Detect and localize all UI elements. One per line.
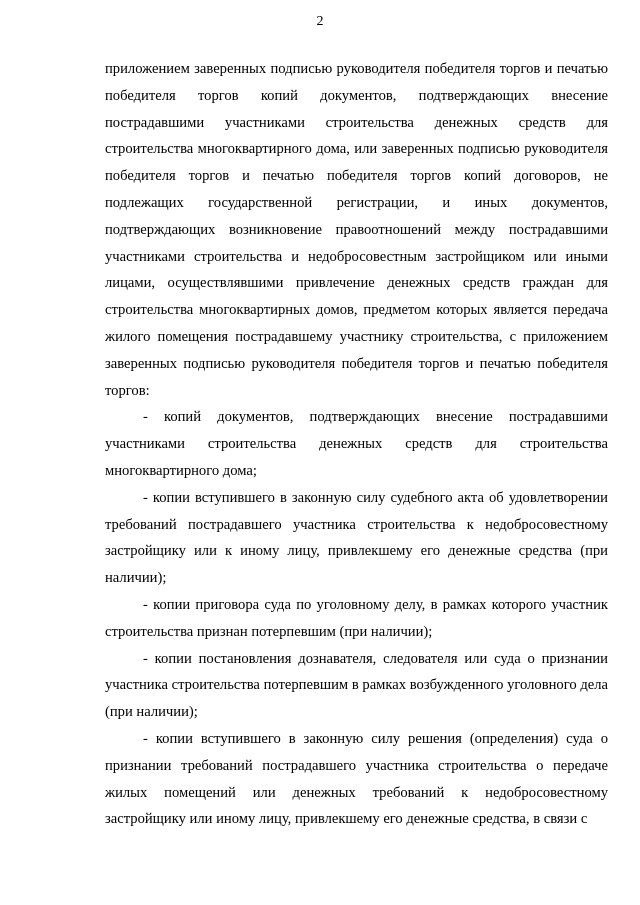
list-item-court-decision: - копии вступившего в законную силу решения (определения) суда о признании требований пострадавшего участника строительства о передаче жилых помещений или денежных требований к недобросовестному застройщику или иному лицу, привлекшему его денежные средства, в связи с — [105, 730, 608, 828]
list-item-payment-documents: - копий документов, подтверждающих внесение пострадавшими участниками строительства денежных средств для строительства многоквартирного дома; — [105, 409, 608, 479]
page-number: 2 — [316, 14, 324, 29]
list-item-court-act: - копии вступившего в законную силу судебного акта об удовлетворении требований пострадавшего участника строительства к недобросовестному застройщику или к иному лицу, привлекшему его денежные средства (при наличии); — [105, 489, 608, 587]
paragraph-intro: приложением заверенных подписью руководителя победителя торгов и печатью победителя торгов копий документов, подтверждающих внесение пострадавшими участниками строительства денежных средств для строительства многоквартирного дома, или заверенных подписью руководителя победителя торгов и печатью победителя торгов копий договоров, не подлежащих государственной регистрации, и иных документов, подтверждающих возникновение правоотношений между пострадавшими участниками строительства и недобросовестным застройщиком или иными лицами, осуществлявшими привлечение денежных средств граждан для строительства многоквартирных домов, предметом которых является передача жилого помещения пострадавшему участнику строительства, с приложением заверенных подписью руководителя победителя торгов и печатью победителя торгов: — [105, 61, 608, 399]
list-item-court-verdict: - копии приговора суда по уголовному делу, в рамках которого участник строительства признан потерпевшим (при наличии); — [105, 596, 608, 640]
document-body — [105, 56, 608, 833]
list-item-investigator-resolution: - копии постановления дознавателя, следователя или суда о признании участника строительства потерпевшим в рамках возбужденного уголовного дела (при наличии); — [105, 650, 608, 721]
